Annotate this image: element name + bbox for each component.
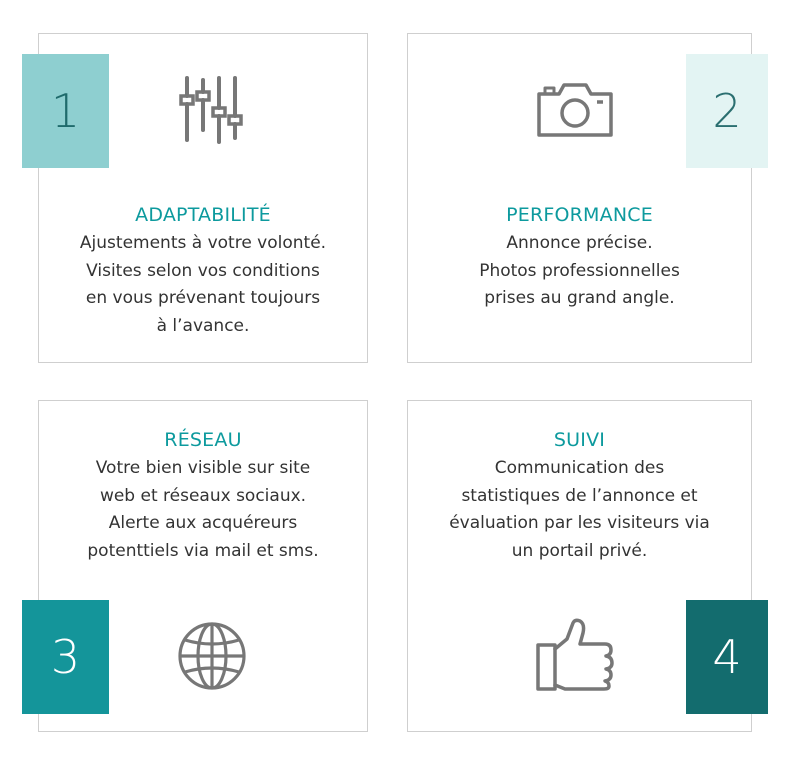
number-badge-2: 2	[686, 54, 768, 168]
camera-icon	[535, 80, 615, 144]
card-body-line: un portail privé.	[511, 540, 648, 561]
card-2-text	[407, 203, 752, 313]
card-body-line: évaluation par les visiteurs via	[449, 513, 710, 533]
number-badge-3: 3	[22, 600, 109, 714]
card-title: RÉSEAU	[164, 429, 242, 451]
number-badge-4: 4	[686, 600, 768, 714]
card-4-text	[407, 428, 752, 565]
card-body-line: en vous prévenant toujours	[85, 288, 321, 308]
card-3-text	[38, 428, 368, 565]
card-title: PERFORMANCE	[506, 204, 653, 226]
card-body-line: Annonce précise.	[506, 233, 653, 253]
card-body-line: web et réseaux sociaux.	[99, 485, 307, 506]
card-title: SUIVI	[553, 429, 606, 451]
card-1-text	[38, 203, 368, 340]
card-body-line: Votre bien visible sur site	[95, 458, 311, 478]
card-body-line: potenttiels via mail et sms.	[87, 540, 319, 561]
sliders-icon	[175, 74, 247, 150]
card-body-line: Alerte aux acquéreurs	[108, 513, 298, 533]
globe-icon	[176, 620, 248, 696]
card-title: ADAPTABILITÉ	[135, 204, 271, 226]
card-body-line: Photos professionnelles	[479, 260, 680, 281]
card-body-line: prises au grand angle.	[484, 288, 675, 308]
card-body-line: à l’avance.	[156, 315, 250, 336]
card-body-line: Ajustements à votre volonté.	[79, 233, 327, 253]
card-body-line: Communication des	[494, 458, 665, 478]
card-body-line: Visites selon vos conditions	[86, 260, 320, 281]
card-body-line: statistiques de l’annonce et	[461, 485, 698, 506]
number-badge-1: 1	[22, 54, 109, 168]
thumbs-up-icon	[535, 617, 615, 697]
